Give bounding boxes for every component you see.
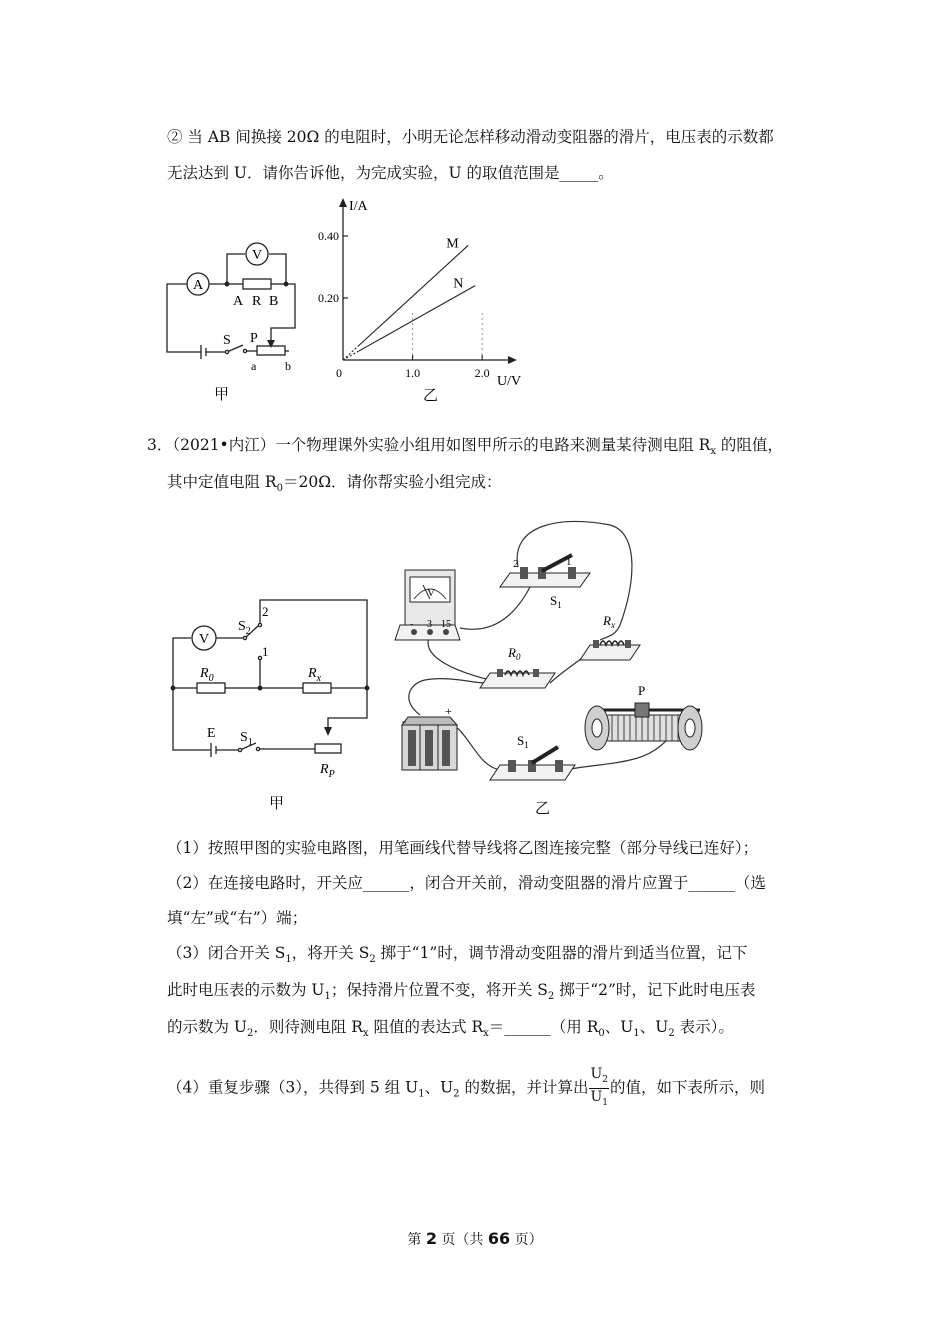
current-page-number: 2 [425, 1229, 437, 1248]
meter-minus-label: - [410, 619, 414, 630]
chart-caption: 乙 [423, 388, 439, 404]
physical-wiring-diagram [390, 515, 710, 820]
item-3-line-1: （3）闭合开关 $S_1$，将开关 $S_2$ 掷于“1”时，调节滑动变阻器的滑片到适当位置，记下 [167, 944, 748, 966]
figure-caption-jia-2: 甲 [269, 796, 285, 812]
top-switch-2-label: 2 [513, 558, 519, 570]
switch-bottom-s1 [490, 747, 575, 780]
x-tick-label: 0 [336, 366, 342, 380]
r0-device-label: $R_0$ [508, 645, 521, 662]
q2-line-1: ② 当 AB 间换接 20Ω 的电阻时，小明无论怎样移动滑动变阻器的滑片，电压表的示数都 [167, 128, 774, 146]
switch-s2-label: $S_2$ [238, 619, 251, 637]
series-n-line [359, 286, 475, 351]
figure-caption-jia: 甲 [214, 387, 230, 403]
meter-15-label: 15 [441, 619, 451, 630]
top-switch-label: $S_1$ [550, 593, 562, 610]
q2-line-2: 无法达到 U．请你告诉他，为完成实验，U 的取值范围是_____。 [167, 164, 614, 182]
slider-p-label: P [250, 331, 258, 346]
battery-minus-label: - [402, 714, 406, 728]
total-pages-number: 66 [487, 1229, 511, 1248]
switch-pos-2-label: 2 [262, 604, 269, 619]
page-footer: 第 2 页（共 66 页） [407, 1229, 543, 1248]
y-axis-label: I/A [349, 199, 368, 214]
x-tick-label: 2.0 [474, 366, 490, 380]
q3-line-1: 3．（2021•内江）一个物理课外实验小组用如图甲所示的电路来测量某待测电阻 $R_x$ 的阻值， [147, 436, 783, 458]
resistor-rx-device [580, 640, 640, 660]
figure-caption-yi-2: 乙 [535, 801, 551, 817]
item-2-line-2: 填“左”或“右”）端； [167, 909, 308, 927]
r0-label: $R_0$ [200, 666, 214, 684]
ammeter-label: A [192, 278, 204, 293]
rheostat-device [585, 703, 702, 750]
switch-s1-label: $S_1$ [240, 730, 253, 748]
meter-v-label: V [427, 587, 435, 599]
terminal-a-label: A [233, 294, 244, 309]
q3-line-2: 其中定值电阻 $R_0=20\Omega$．请你帮实验小组完成： [167, 473, 502, 495]
rx-label: $R_x$ [308, 666, 322, 684]
top-switch-1-label: 1 [566, 556, 572, 568]
switch-s-label: S [223, 333, 231, 348]
battery-plus-label: + [445, 704, 452, 718]
series-m-extrapolation [343, 346, 358, 360]
series-m-line [358, 245, 468, 346]
resistor-r0-device [480, 669, 555, 688]
rx-device-label: $R_x$ [603, 613, 615, 630]
rp-label: $R_P$ [320, 762, 335, 780]
switch-pos-1-label: 1 [262, 644, 269, 659]
x-axis-label: U/V [497, 374, 522, 389]
iu-chart [305, 195, 540, 405]
meter-3-label: 3 [427, 619, 432, 630]
circuit-diagram-jia-2 [158, 590, 378, 815]
x-tick-label: 1.0 [405, 366, 421, 380]
circuit-diagram-jia-1 [155, 232, 305, 407]
battery-e-label: E [207, 726, 216, 741]
voltmeter-label: V [251, 248, 263, 263]
series-n-label: N [453, 276, 464, 292]
slider-p-device-label: P [638, 683, 646, 698]
item-3-line-3: 的示数为 $U_2$．则待测电阻 $R_x$ 阻值的表达式 $R_x=\_\_\_\_\_\_$（用 $R_0$、$U_1$、$U_2$ 表示）。 [167, 1018, 734, 1040]
end-a-label: a [251, 359, 257, 373]
item-1: （1）按照甲图的实验电路图，用笔画线代替导线将乙图连接完整（部分导线已连好）； [167, 839, 759, 857]
terminal-b-label: B [269, 294, 279, 309]
item-2-line-1: （2）在连接电路时，开关应______，闭合开关前，滑动变阻器的滑片应置于______（选 [167, 874, 766, 892]
y-tick-label: 0.20 [318, 291, 339, 305]
end-b-label: b [285, 359, 291, 373]
item-3-line-2: 此时电压表的示数为 $U_1$；保持滑片位置不变，将开关 $S_2$ 掷于“2”时，记下此时电压表 [167, 981, 756, 1003]
u2-over-u1-fraction: $\frac{U_2}{U_1}$ [590, 1066, 608, 1108]
series-m-label: M [446, 236, 459, 252]
series-n-extrapolation [343, 351, 359, 360]
voltmeter-label-2: V [198, 632, 210, 647]
item-4: （4）重复步骤（3），共得到 5 组 $U_1$、$U_2$ 的数据，并计算出 $\frac{U_2}{U_1}$ 的值，如下表所示，则 [167, 1066, 765, 1114]
y-tick-label: 0.40 [318, 229, 339, 243]
battery-device [402, 717, 457, 770]
bottom-switch-label: $S_1$ [517, 733, 529, 750]
resistor-r-label: R [252, 294, 262, 309]
